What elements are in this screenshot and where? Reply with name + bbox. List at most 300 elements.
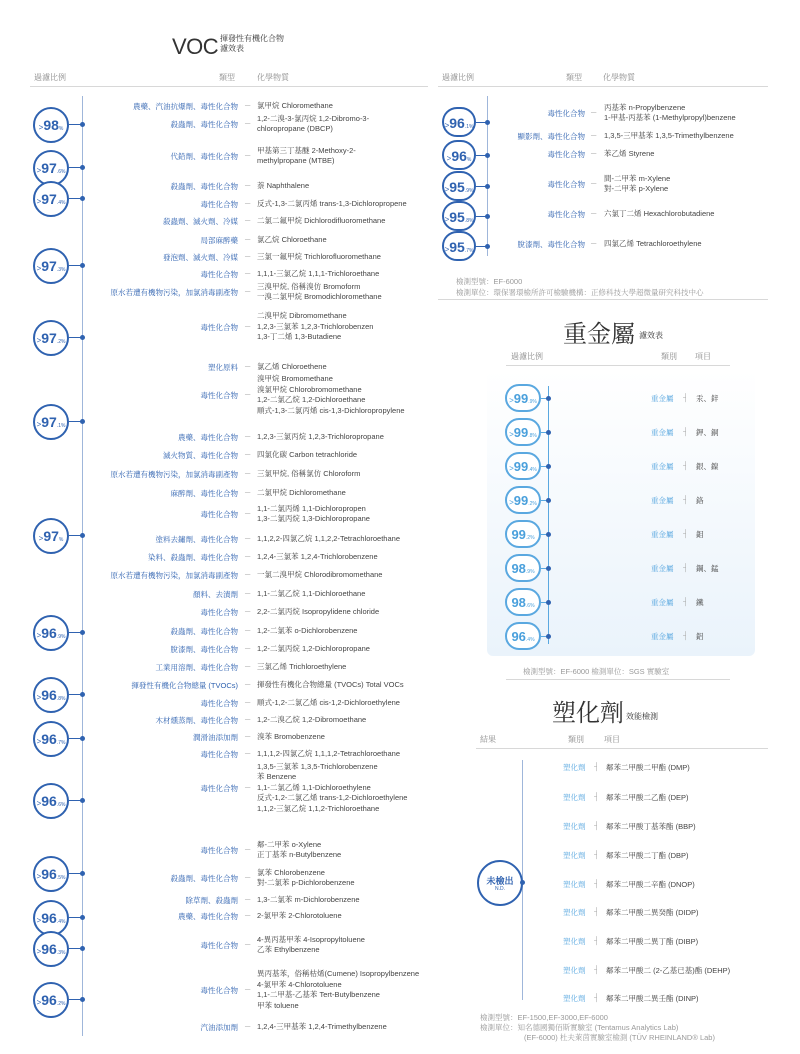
voc-chemical-name: 三氯甲烷, 俗稱氯仿 Chloroform	[257, 468, 361, 478]
filter-rate-prefix: >	[36, 872, 42, 881]
filter-rate-number: 96	[41, 866, 57, 882]
voc-chemical-name: 反式-1,3-二氯丙烯 trans-1,3-Dichloropropene	[257, 198, 407, 208]
heavy-metal-rate-number: 98	[511, 595, 526, 610]
heavy-metal-note: 檢測型號：EF-6000 檢測單位：SGS 實驗室	[523, 667, 670, 676]
voc-chemical-name: 揮發性有機化合物總量 (TVOCs) Total VOCs	[257, 679, 404, 689]
voc-type-label: 工業用溶劑、毒性化合物	[155, 663, 238, 672]
voc-chemical-name: 1,1-二氯丙烯 1,1-Dichloropropen	[257, 503, 366, 513]
heavy-metal-item: 銀、鎳	[696, 462, 719, 471]
plasticizer-note-lab-2: (EF-6000) 杜夫萊茵實驗室檢測 (TÜV RHEINLAND® Lab)	[524, 1033, 715, 1042]
voc-type-label: 潤滑油添加劑	[193, 733, 238, 742]
voc-chemical-cell	[257, 269, 437, 280]
filter-rate-value	[35, 160, 67, 176]
voc-row-separator: ─	[245, 715, 251, 724]
plasticizer-separator: ┤	[594, 762, 600, 771]
heavy-metal-dot	[546, 566, 551, 571]
voc-chemical-name: 溴氯甲烷 Chlorobromomethane	[257, 384, 362, 394]
filter-rate-prefix: >	[36, 737, 42, 746]
filter-rate-number: 97	[41, 258, 57, 274]
filter-rate-badge	[33, 721, 69, 757]
heavy-metal-type: 重金屬	[651, 496, 674, 505]
voc-chemical-name: 2-氯甲苯 2-Chlorotoluene	[257, 910, 342, 920]
filter-rate-prefix: >	[36, 631, 42, 640]
heavy-metal-item: 鉬	[696, 530, 704, 539]
voc-chemical-name: 1,1-二氯乙烷 1,1-Dichloroethane	[257, 588, 366, 598]
heavy-metal-rate-prefix: >	[509, 498, 514, 507]
filter-rate-value	[35, 731, 67, 747]
heavy-metal-rate-number: 98	[511, 561, 526, 576]
voc-row-separator: ─	[245, 390, 251, 399]
filter-rate-unit: .1%	[464, 124, 474, 130]
voc-row-separator: ─	[245, 626, 251, 635]
heavy-metal-type: 重金屬	[651, 530, 674, 539]
filter-rate-badge	[33, 615, 69, 651]
voc-chemical-cell	[257, 374, 437, 416]
plasticizer-type: 塑化劑	[563, 994, 586, 1003]
voc-chemical-cell	[257, 450, 437, 461]
voc-row-separator: ─	[245, 911, 251, 920]
plasticizer-type: 塑化劑	[563, 763, 586, 772]
voc-chemical-name: 1,3-二氯苯 m-Dichlorobenzene	[257, 894, 360, 904]
voc-row-separator: ─	[245, 570, 251, 579]
filter-rate-value	[35, 528, 67, 544]
filter-rate-value	[35, 866, 67, 882]
voc-row-separator: ─	[245, 101, 251, 110]
filter-rate-value	[35, 625, 67, 641]
voc-chemical-cell	[257, 146, 437, 167]
filter-rate-unit: .2%	[56, 339, 66, 345]
heavy-metal-dot	[546, 498, 551, 503]
voc-type-label: 顯影劑、毒性化合物	[517, 132, 585, 141]
heavy-metal-dot	[546, 396, 551, 401]
voc-chemical-cell	[257, 698, 437, 709]
plasticizer-item: 鄰苯二甲酸二異癸酯 (DIDP)	[606, 908, 699, 917]
heavy-metal-rate-prefix: >	[509, 430, 514, 439]
heavy-metal-rate-badge	[505, 418, 541, 446]
voc-row-separator: ─	[245, 235, 251, 244]
heavy-metal-item: 鐵	[696, 598, 704, 607]
filter-rate-dot	[485, 214, 490, 219]
voc-subtitle-2: 濾效表	[220, 44, 244, 53]
filter-rate-prefix: >	[36, 799, 42, 808]
voc-chemical-name: 氯甲烷 Chloromethane	[257, 100, 333, 110]
plasticizer-separator: ┤	[594, 821, 600, 830]
voc-chemical-name: 1,2-二氯乙烷 1,2-Dichloroethane	[257, 395, 366, 404]
filter-rate-number: 97	[41, 414, 57, 430]
filter-rate-number: 97	[41, 330, 57, 346]
voc-chemical-cell	[257, 868, 437, 889]
heavy-metal-rate-unit: .2%	[525, 535, 535, 541]
nd-badge-sub: N.D.	[495, 886, 505, 892]
filter-rate-value	[35, 941, 67, 957]
voc-chemical-cell	[257, 469, 437, 480]
voc-chemical-cell	[257, 552, 437, 563]
voc-type-label: 麻醉劑、毒性化合物	[170, 489, 238, 498]
filter-rate-dot	[80, 946, 85, 951]
voc-row-separator: ─	[245, 469, 251, 478]
voc-chemical-name: 三氯一氟甲烷 Trichlorofluoromethane	[257, 251, 381, 261]
voc-chemical-name: 苯 Benzene	[257, 772, 297, 782]
voc-chemical-cell	[257, 749, 437, 760]
voc-chemical-name: 四氯乙烯 Tetrachloroethylene	[604, 238, 702, 248]
voc-type-label: 殺蟲劑、毒性化合物	[170, 120, 238, 129]
voc-chemical-cell	[257, 680, 437, 691]
heavy-metal-dot	[546, 634, 551, 639]
filter-rate-number: 97	[43, 528, 59, 544]
filter-rate-value	[35, 330, 67, 346]
filter-rate-badge	[33, 320, 69, 356]
filter-rate-number: 96	[451, 148, 467, 164]
voc-type-label: 毒性化合物	[200, 941, 238, 950]
voc-chemical-cell	[257, 662, 437, 673]
filter-rate-badge	[33, 931, 69, 967]
filter-rate-dot	[80, 335, 85, 340]
filter-rate-prefix: >	[38, 123, 44, 132]
filter-rate-prefix: >	[36, 693, 42, 702]
voc-type-label: 木材燻蒸劑、毒性化合物	[155, 716, 238, 725]
filter-rate-dot	[80, 122, 85, 127]
heavy-metal-rate-value	[507, 561, 539, 576]
voc-chemical-name: 順式-1,3-二氯丙烯 cis-1,3-Dichloropropylene	[257, 405, 405, 415]
voc-chemical-name: 1,2,4-三氯苯 1,2,4-Trichlorobenzene	[257, 551, 378, 561]
heavy-metal-rate-prefix: >	[509, 464, 514, 473]
heavy-metal-header-item: 項目	[695, 352, 711, 361]
heavy-metal-rate-unit: .9%	[525, 569, 535, 575]
heavy-metal-rate-badge	[505, 452, 541, 480]
filter-rate-number: 95	[449, 209, 465, 225]
voc-header-ratio: 過濾比例	[34, 73, 66, 82]
filter-rate-prefix: >	[444, 185, 450, 194]
heavy-metal-item: 鋼、錳	[696, 564, 719, 573]
filter-rate-dot	[80, 263, 85, 268]
voc-type-label: 顏料、去漬劑	[193, 590, 238, 599]
heavy-metal-subtitle: 濾效表	[639, 331, 663, 340]
voc-chemical-cell	[257, 432, 437, 443]
heavy-metal-rate-unit: .4%	[525, 637, 535, 643]
heavy-metal-rate-value	[507, 391, 539, 406]
voc-right-header-divider	[438, 86, 768, 87]
voc-chemical-name: 異丙基苯，俗稱枯烯(Cumene) Isopropylbenzene	[257, 969, 420, 978]
plasticizer-item: 鄰苯二甲酸二 (2-乙基已基)酯 (DEHP)	[606, 966, 731, 975]
filter-rate-value	[35, 687, 67, 703]
plasticizer-header-result: 結果	[480, 735, 496, 744]
voc-chemical-name: 對-二氯苯 p-Dichlorobenzene	[257, 878, 355, 887]
filter-rate-dot	[485, 184, 490, 189]
heavy-metal-separator: ┤	[683, 529, 689, 538]
filter-rate-value	[35, 793, 67, 809]
plasticizer-title: 塑化劑	[552, 700, 624, 727]
voc-chemical-name: 一溴二氯甲烷 Bromodichloromethane	[257, 292, 382, 301]
filter-rate-value	[444, 148, 474, 164]
voc-row-separator: ─	[245, 873, 251, 882]
filter-rate-badge	[33, 107, 69, 143]
voc-chemical-cell	[257, 895, 437, 906]
voc-row-separator: ─	[245, 607, 251, 616]
plasticizer-item: 鄰苯二甲酸二異丁酯 (DIBP)	[606, 937, 699, 946]
voc-row-separator: ─	[245, 895, 251, 904]
filter-rate-badge	[442, 107, 476, 137]
voc-chemical-cell	[257, 715, 437, 726]
voc-type-label: 原水若遭有機物污染，加氯消毒副產物	[110, 288, 238, 297]
voc-chemical-cell	[257, 840, 437, 861]
filter-rate-dot	[80, 165, 85, 170]
voc-chemical-cell	[604, 209, 774, 220]
voc-type-label: 殺蟲劑、毒性化合物	[170, 874, 238, 883]
voc-chemical-name: 1,1,1,2-四氯乙烷 1,1,1,2-Tetrachloroethane	[257, 748, 400, 758]
filter-rate-unit: .8%	[464, 218, 474, 224]
voc-row-separator: ─	[245, 940, 251, 949]
plasticizer-item: 鄰苯二甲酸丁基苯酯 (BBP)	[606, 822, 696, 831]
heavy-metal-type: 重金屬	[651, 564, 674, 573]
filter-rate-unit: .9%	[464, 188, 474, 194]
filter-rate-unit: .5%	[56, 875, 66, 881]
voc-chemical-cell	[257, 1022, 437, 1033]
voc-chemical-cell	[257, 732, 437, 743]
voc-chemical-cell	[257, 311, 437, 343]
voc-chemical-name: 一氯二溴甲烷 Chlorodibromomethane	[257, 569, 383, 579]
filter-rate-unit: %	[58, 126, 64, 132]
filter-rate-prefix: >	[36, 916, 42, 925]
voc-type-label: 毒性化合物	[200, 608, 238, 617]
voc-row-separator: ─	[245, 450, 251, 459]
voc-chemical-name: 4-異丙基甲苯 4-Isopropyltoluene	[257, 934, 365, 944]
voc-chemical-name: 溴苯 Bromobenzene	[257, 731, 325, 741]
voc-type-label: 殺蟲劑、毒性化合物	[170, 627, 238, 636]
voc-row-separator: ─	[245, 985, 251, 994]
filter-rate-dot	[80, 692, 85, 697]
filter-rate-number: 96	[41, 910, 57, 926]
voc-row-separator: ─	[245, 287, 251, 296]
voc-chemical-name: 1,2-二溴乙烷 1,2-Dibromoethane	[257, 714, 367, 724]
voc-chemical-cell	[257, 762, 437, 815]
voc-row-separator: ─	[245, 845, 251, 854]
voc-row-separator: ─	[245, 252, 251, 261]
heavy-metal-rate-prefix: >	[509, 396, 514, 405]
heavy-metal-item: 汞、鋅	[696, 394, 719, 403]
plasticizer-separator: ┤	[594, 792, 600, 801]
plasticizer-item: 鄰苯二甲酸二丁酯 (DBP)	[606, 851, 689, 860]
filter-rate-value	[35, 191, 67, 207]
heavy-metal-rate-unit: .9%	[528, 399, 537, 405]
plasticizer-type: 塑化劑	[563, 908, 586, 917]
voc-chemical-name: 1,1,1-三氯乙烷 1,1,1-Trichloroethane	[257, 268, 380, 278]
heavy-metal-rate-value	[507, 493, 539, 508]
voc-type-label: 農藥、毒性化合物	[178, 433, 238, 442]
voc-row-separator: ─	[245, 1022, 251, 1031]
heavy-metal-separator: ┤	[683, 461, 689, 470]
voc-chemical-name: 1,2-二氯苯 o-Dichlorobenzene	[257, 625, 358, 635]
filter-rate-dot	[485, 244, 490, 249]
filter-rate-value	[35, 910, 67, 926]
voc-type-label: 毒性化合物	[200, 750, 238, 759]
heavy-metal-type: 重金屬	[651, 462, 674, 471]
filter-rate-dot	[485, 120, 490, 125]
filter-rate-unit: .9%	[56, 634, 66, 640]
filter-rate-dot	[485, 153, 490, 158]
filter-rate-prefix: >	[36, 264, 42, 273]
plasticizer-separator: ┤	[594, 850, 600, 859]
plasticizer-type: 塑化劑	[563, 966, 586, 975]
heavy-metal-rate-number: 99	[513, 493, 529, 508]
plasticizer-separator: ┤	[594, 879, 600, 888]
voc-chemical-name: 乙苯 Ethylbenzene	[257, 945, 320, 954]
plasticizer-type: 塑化劑	[563, 822, 586, 831]
heavy-metal-separator: ┤	[683, 393, 689, 402]
voc-row-separator: ─	[245, 783, 251, 792]
voc-type-label: 殺蟲劑、滅火劑、冷媒	[163, 217, 238, 226]
voc-type-label: 滅火物質、毒性化合物	[163, 451, 238, 460]
heavy-metal-rate-number: 99	[513, 459, 529, 474]
filter-rate-dot	[80, 630, 85, 635]
plasticizer-type: 塑化劑	[563, 851, 586, 860]
voc-chemical-cell	[257, 199, 437, 210]
filter-rate-unit: .4%	[56, 919, 66, 925]
heavy-metal-type: 重金屬	[651, 632, 674, 641]
voc-row-separator: ─	[245, 151, 251, 160]
voc-chemical-cell	[257, 282, 437, 303]
heavy-metal-title: 重金屬	[563, 321, 635, 348]
filter-rate-unit: .8%	[56, 696, 66, 702]
filter-rate-number: 95	[449, 179, 465, 195]
voc-type-label: 發泡劑、滅火劑、冷媒	[163, 253, 238, 262]
voc-row-separator: ─	[245, 432, 251, 441]
voc-chemical-cell	[257, 534, 437, 545]
voc-chemical-name: 1,2,3-三氯丙烷 1,2,3-Trichloropropane	[257, 431, 384, 441]
filter-rate-prefix: >	[36, 998, 42, 1007]
filter-rate-number: 98	[43, 117, 59, 133]
voc-chemical-cell	[604, 239, 774, 250]
voc-type-label: 毒性化合物	[547, 109, 585, 118]
voc-chemical-cell	[257, 362, 437, 373]
voc-chemical-name: 順式-1,2-二氯乙烯 cis-1,2-Dichloroethylene	[257, 697, 400, 707]
filter-rate-number: 96	[41, 992, 57, 1008]
filter-rate-prefix: >	[36, 420, 42, 429]
voc-chemical-name: 1,3-二氯丙烷 1,3-Dichloropropane	[257, 514, 370, 523]
heavy-metal-rate-unit: .2%	[528, 501, 537, 507]
voc-chemical-name: 1,1,2,2-四氯乙烷 1,1,2,2-Tetrachloroethane	[257, 533, 400, 543]
voc-row-separator: ─	[245, 181, 251, 190]
filter-rate-dot	[80, 871, 85, 876]
voc-chemical-cell	[604, 174, 774, 195]
heavy-metal-rate-number: 99	[513, 425, 529, 440]
plasticizer-type: 塑化劑	[563, 793, 586, 802]
voc-chemical-cell	[257, 216, 437, 227]
voc-row-separator: ─	[591, 179, 597, 188]
filter-rate-unit: .4%	[56, 200, 66, 206]
filter-rate-badge	[33, 518, 69, 554]
voc-type-label: 毒性化合物	[200, 510, 238, 519]
heavy-metal-header-type: 類別	[661, 352, 677, 361]
plasticizer-note-model: 檢測型號：EF-1500,EF-3000,EF-6000	[480, 1013, 608, 1022]
voc-type-label: 染料、殺蟲劑、毒性化合物	[148, 553, 238, 562]
plasticizer-header-item: 項目	[604, 735, 620, 744]
voc-chemical-cell	[604, 103, 774, 124]
heavy-metal-dot	[546, 464, 551, 469]
voc-chemical-name: 丙基苯 n-Propylbenzene	[604, 102, 686, 112]
voc-type-label: 農藥、毒性化合物	[178, 912, 238, 921]
voc-chemical-cell	[257, 504, 437, 525]
plasticizer-type: 塑化劑	[563, 880, 586, 889]
heavy-metal-type: 重金屬	[651, 394, 674, 403]
voc-chemical-name: 1,3,5-三甲基苯 1,3,5-Trimethylbenzene	[604, 130, 734, 140]
voc-chemical-name: 1,2,3-三氯苯 1,2,3-Trichlorobenzen	[257, 321, 374, 331]
voc-row-separator: ─	[245, 488, 251, 497]
voc-right-footer-divider	[438, 299, 768, 300]
voc-chemical-cell	[257, 235, 437, 246]
voc-chemical-name: 萘 Naphthalene	[257, 180, 310, 190]
voc-type-label: 局部麻醉藥	[200, 236, 238, 245]
voc-type-label: 除草劑、殺蟲劑	[185, 896, 238, 905]
filter-rate-number: 96	[41, 941, 57, 957]
voc-type-label: 農藥、汽油抗爆劑、毒性化合物	[133, 102, 238, 111]
heavy-metal-item: 鉻	[696, 496, 704, 505]
filter-rate-badge	[33, 783, 69, 819]
voc-row-separator: ─	[245, 322, 251, 331]
filter-rate-number: 97	[41, 160, 57, 176]
voc-right-header-type: 類型	[566, 73, 582, 82]
heavy-metal-dot	[546, 600, 551, 605]
voc-test-model: 檢測型號：EF-6000	[456, 277, 523, 286]
voc-chemical-cell	[257, 911, 437, 922]
voc-chemical-name: 2,2-二氯丙烷 Isopropylidene chloride	[257, 606, 380, 616]
voc-chemical-cell	[257, 607, 437, 618]
filter-rate-dot	[80, 915, 85, 920]
voc-chemical-name: 1,1-二氯乙烯 1,1-Dichloroethylene	[257, 782, 371, 792]
filter-rate-value	[35, 992, 67, 1008]
voc-chemical-name: 甲基第三丁基醚 2-Methoxy-2-	[257, 145, 356, 155]
voc-type-label: 脫漆劑、毒性化合物	[517, 240, 585, 249]
plasticizer-header-divider	[476, 748, 768, 749]
voc-chemical-name: 間-二甲苯 m-Xylene	[604, 173, 671, 183]
filter-rate-number: 96	[41, 625, 57, 641]
filter-rate-prefix: >	[446, 154, 452, 163]
filter-rate-number: 96	[449, 115, 465, 131]
heavy-metal-dot	[546, 532, 551, 537]
filter-rate-dot	[80, 997, 85, 1002]
filter-rate-prefix: >	[36, 336, 42, 345]
voc-row-separator: ─	[591, 108, 597, 117]
filter-rate-badge	[442, 171, 476, 201]
filter-rate-badge	[33, 248, 69, 284]
voc-chemical-name: 三氯乙烯 Trichloroethylene	[257, 661, 347, 671]
plasticizer-note-lab: 檢測單位：知名德國獨佰斯實驗室 (Tentamus Analytics Lab)	[480, 1023, 679, 1032]
heavy-metal-header-ratio: 過濾比例	[511, 352, 543, 361]
voc-type-label: 原水若遭有機物污染，加氯消毒副產物	[110, 571, 238, 580]
voc-type-label: 毒性化合物	[547, 180, 585, 189]
voc-row-separator: ─	[245, 589, 251, 598]
filter-rate-badge	[33, 677, 69, 713]
filter-rate-unit: .6%	[56, 802, 66, 808]
plasticizer-type: 塑化劑	[563, 937, 586, 946]
voc-type-label: 毒性化合物	[200, 846, 238, 855]
voc-type-label: 揮發性有機化合物總量 (TVOCs)	[131, 681, 238, 690]
heavy-metal-rate-value	[507, 595, 539, 610]
voc-chemical-name: 氯苯 Chlorobenzene	[257, 867, 325, 877]
voc-type-label: 原水若遭有機物污染，加氯消毒副產物	[110, 470, 238, 479]
filter-rate-dot	[80, 419, 85, 424]
plasticizer-separator: ┤	[594, 965, 600, 974]
voc-chemical-name: chloropropane (DBCP)	[257, 124, 333, 133]
heavy-metal-item: 鉀、銅	[696, 428, 719, 437]
voc-row-separator: ─	[245, 216, 251, 225]
voc-row-separator: ─	[245, 680, 251, 689]
heavy-metal-rate-badge	[505, 554, 541, 582]
filter-rate-prefix: >	[36, 166, 42, 175]
voc-chemical-name: 氯乙烯 Chloroethene	[257, 361, 327, 371]
voc-row-separator: ─	[245, 732, 251, 741]
nd-badge-main: 未檢出	[486, 876, 514, 886]
voc-chemical-name: 六氯丁二烯 Hexachlorobutadiene	[604, 208, 715, 218]
